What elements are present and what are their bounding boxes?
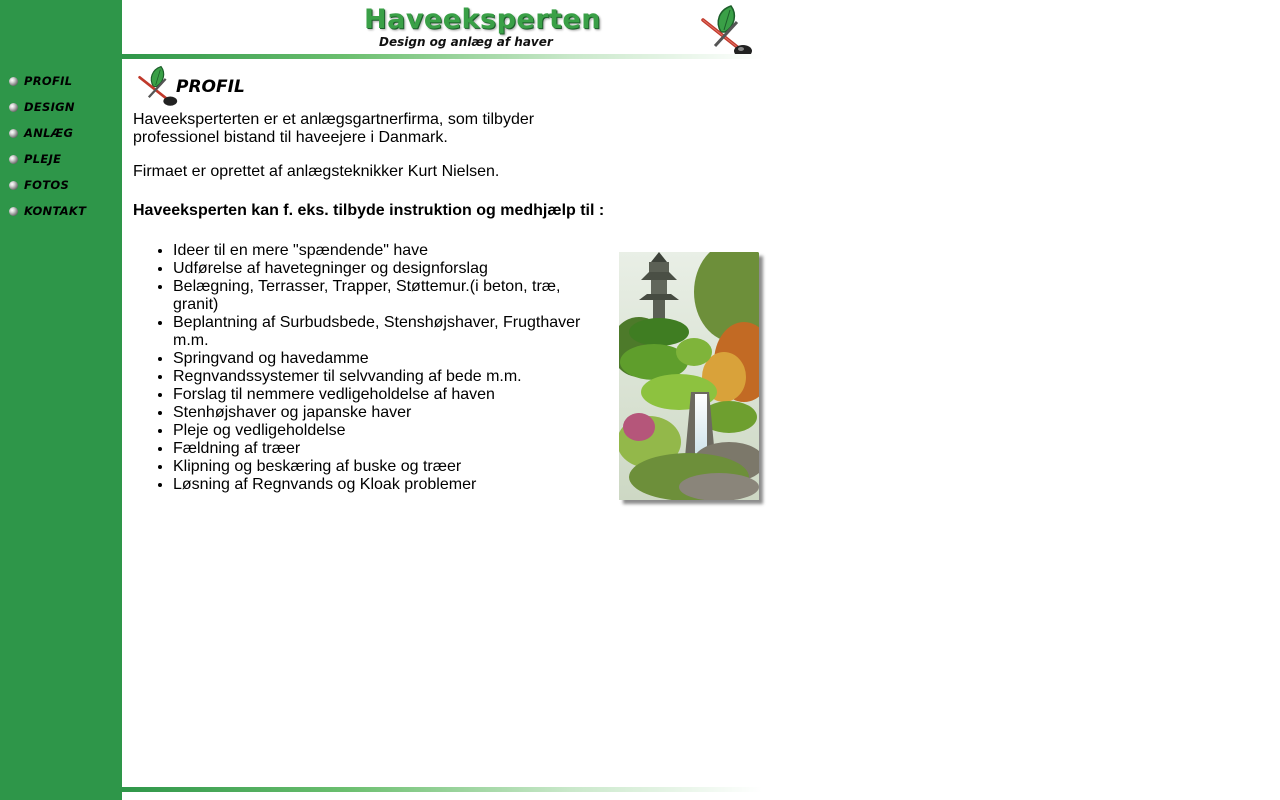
nav-label: FOTOS: [24, 178, 70, 192]
list-item: • Forslag til nemmere vedligeholdelse af haven: [173, 386, 603, 404]
list-item: • Beplantning af Surbudsbede, Stenshøjshaver, Frugthaver m.m.: [173, 314, 603, 350]
main-nav: [9, 68, 86, 224]
section-title: PROFIL: [176, 77, 245, 97]
garden-tools-icon: [697, 2, 757, 58]
logo-subtitle: Design og anlæg af haver: [379, 35, 553, 49]
footer-divider: [122, 787, 762, 792]
services-lead: Haveeksperten kan f. eks. tilbyde instruktion og medhjælp til :: [133, 202, 605, 219]
list-item: • Ideer til en mere "spændende" have: [173, 242, 603, 260]
nav-label: PROFIL: [24, 74, 73, 88]
nav-item-kontakt[interactable]: [9, 198, 86, 224]
sidebar: [0, 0, 122, 800]
services-list: [133, 242, 603, 494]
bullet-icon: [9, 155, 18, 164]
bullet-icon: [9, 103, 18, 112]
intro-text: Haveeksperterten er et anlægsgartnerfirma, som tilbyder professionel bistand til haveejere i Danmark.: [133, 111, 535, 146]
list-item: • Løsning af Regnvands og Kloak problemer: [173, 476, 603, 494]
section-heading: [135, 62, 255, 108]
founder-text: Firmaet er oprettet af anlægsteknikker Kurt Nielsen.: [133, 163, 500, 180]
list-item: • Fældning af træer: [173, 440, 603, 458]
list-item: • Pleje og vedligeholdelse: [173, 422, 603, 440]
bullet-icon: [9, 181, 18, 190]
list-item: • Belægning, Terrasser, Trapper, Støttemur.(i beton, træ, granit): [173, 278, 603, 314]
bullet-icon: [9, 129, 18, 138]
list-item: • Springvand og havedamme: [173, 350, 603, 368]
nav-item-pleje[interactable]: [9, 146, 86, 172]
garden-photo: [619, 252, 759, 500]
nav-item-fotos[interactable]: [9, 172, 86, 198]
nav-item-profil[interactable]: [9, 68, 86, 94]
list-item: • Udførelse af havetegninger og designforslag: [173, 260, 603, 278]
nav-label: DESIGN: [24, 100, 75, 114]
nav-label: PLEJE: [24, 152, 62, 166]
japanese-garden-image: [619, 252, 759, 500]
nav-label: ANLÆG: [24, 126, 74, 140]
bullet-icon: [9, 77, 18, 86]
bullet-icon: [9, 207, 18, 216]
header-divider: [122, 54, 762, 59]
nav-label: KONTAKT: [24, 204, 87, 218]
logo-title[interactable]: Haveeksperten: [364, 4, 601, 35]
garden-tools-icon: [135, 62, 181, 108]
site-header: [122, 0, 762, 60]
list-item: • Stenhøjshaver og japanske haver: [173, 404, 603, 422]
list-item: • Klipning og beskæring af buske og træer: [173, 458, 603, 476]
nav-item-design[interactable]: [9, 94, 86, 120]
nav-item-anlaeg[interactable]: [9, 120, 86, 146]
list-item: • Regnvandssystemer til selvvanding af bede m.m.: [173, 368, 603, 386]
